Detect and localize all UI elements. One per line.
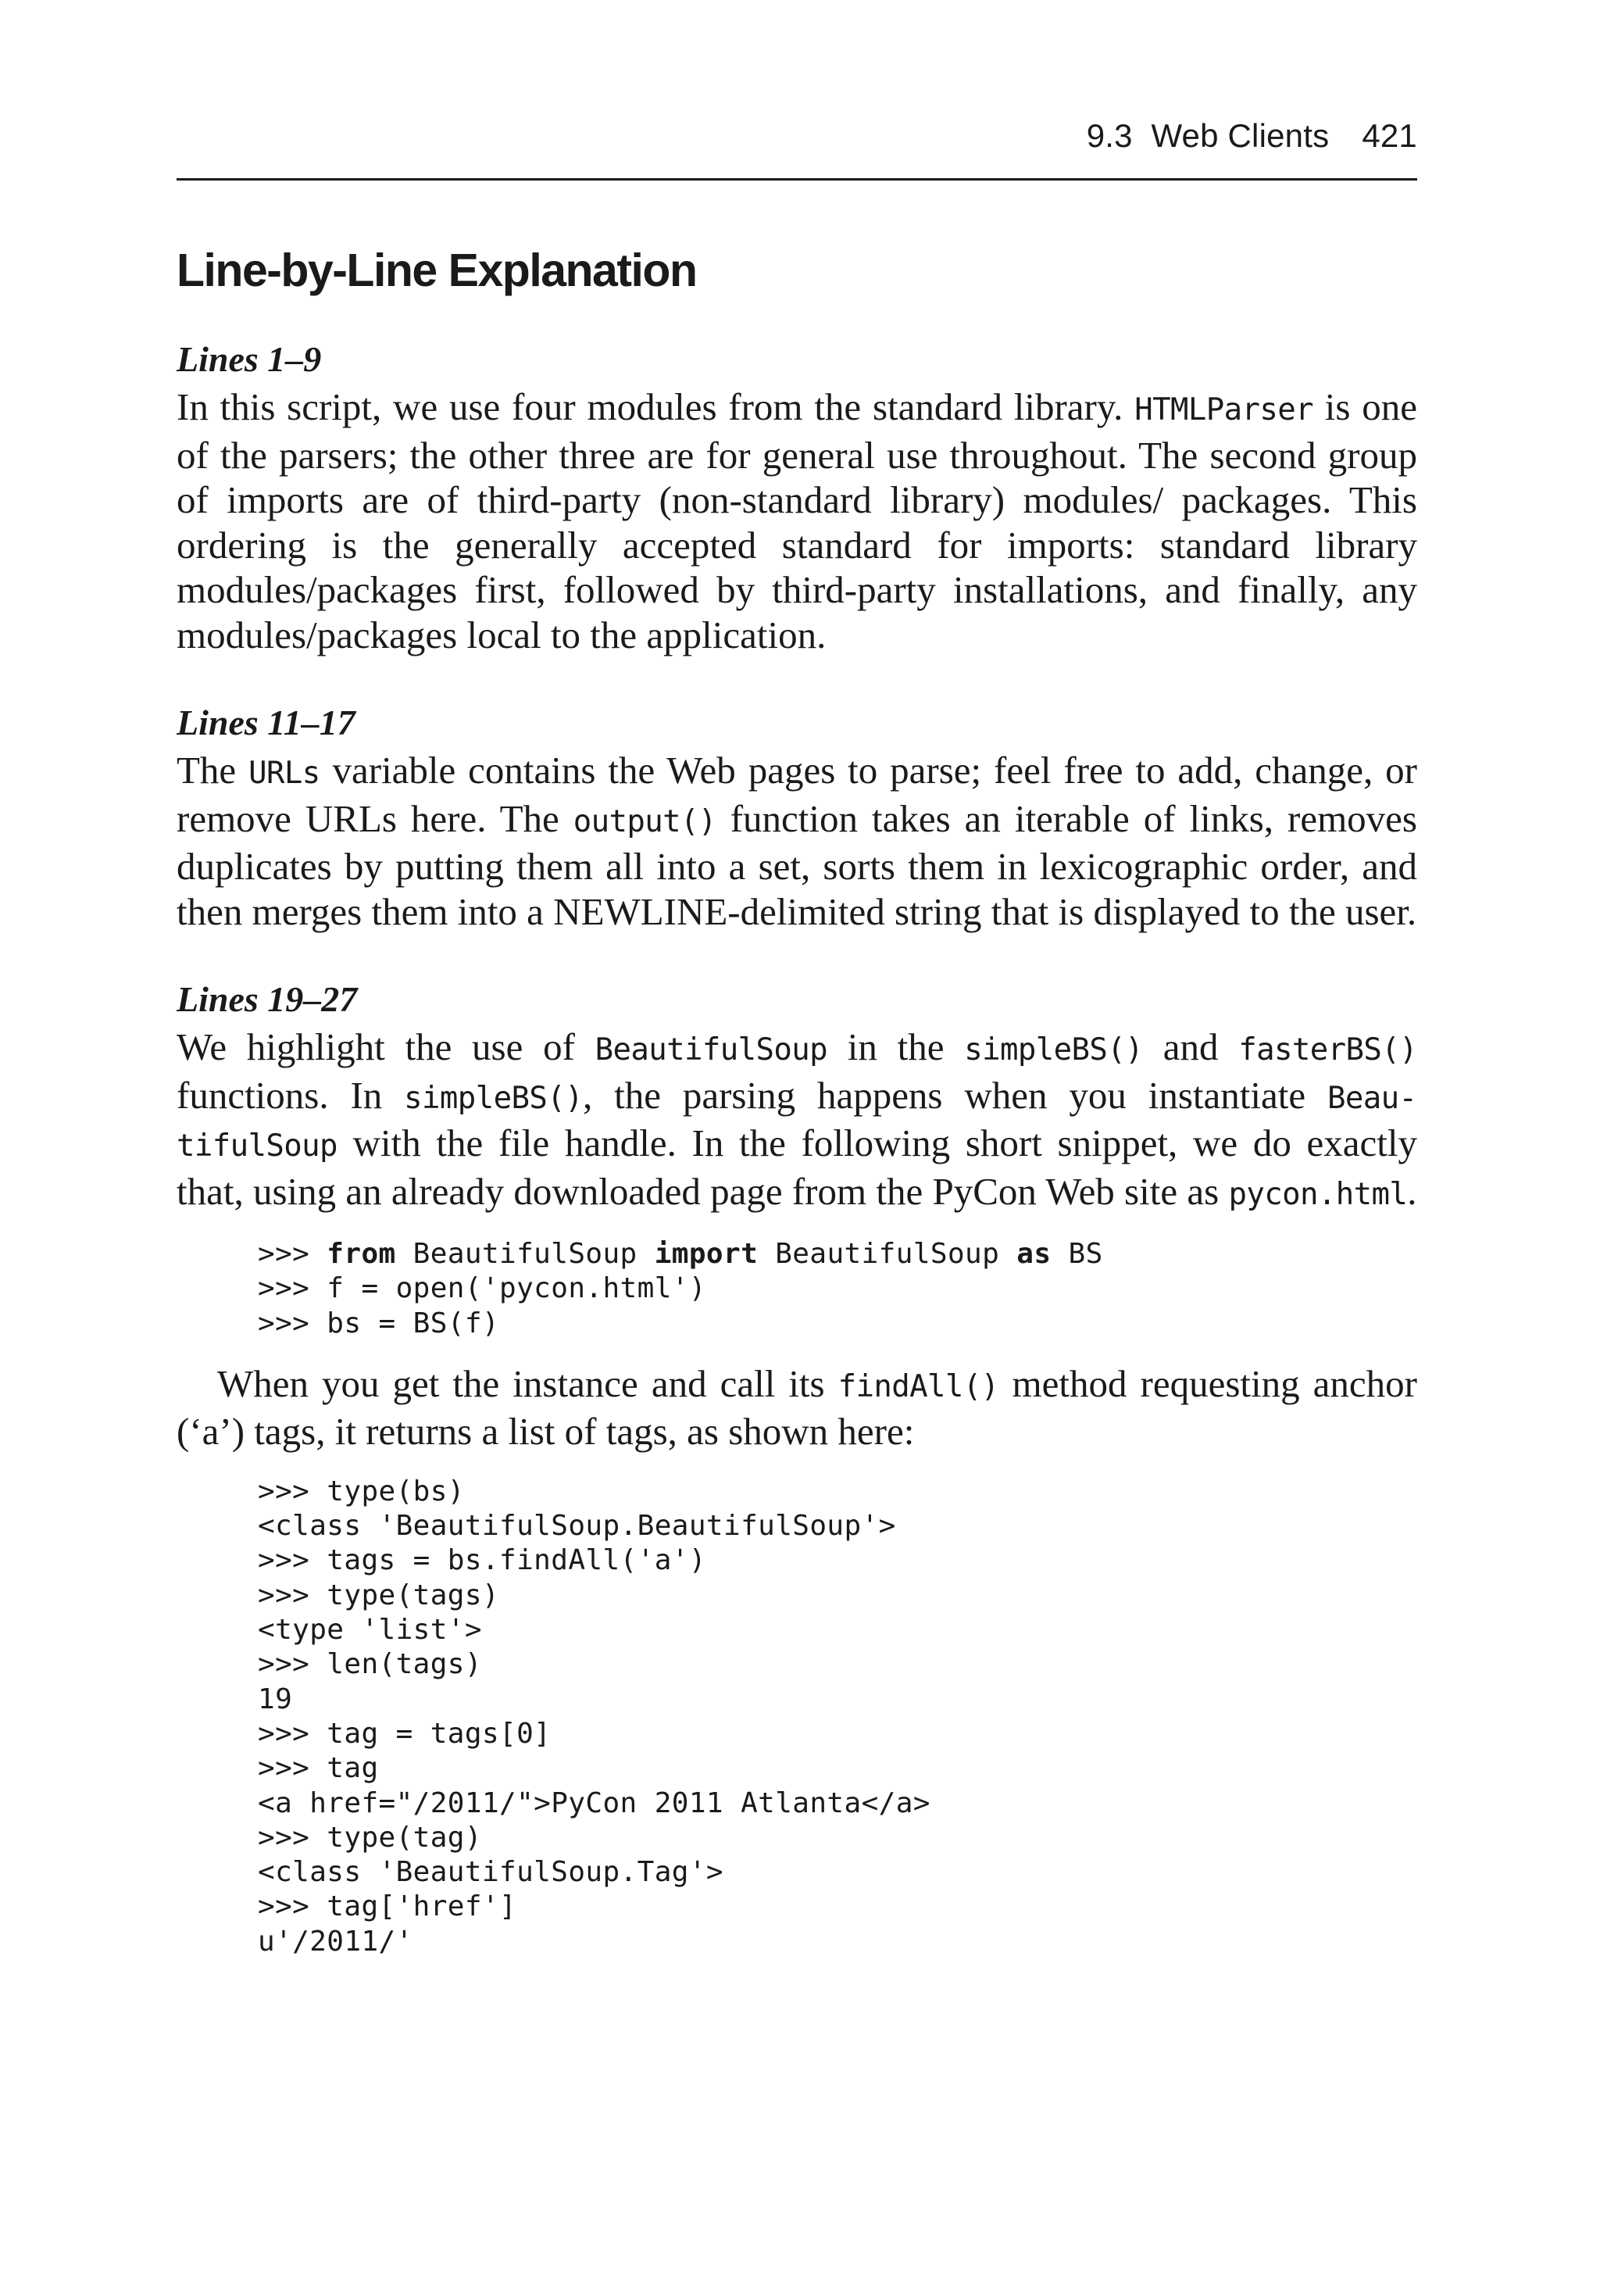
code-line: >>> type(bs) [258, 1475, 465, 1507]
subhead-lines-1-9: Lines 1–9 [177, 339, 322, 379]
paragraph-findall [177, 1361, 1417, 1454]
inline-code-simplebs: simpleBS() [964, 1032, 1143, 1068]
code-line: <class 'BeautifulSoup.BeautifulSoup'> [258, 1510, 896, 1543]
text-run: with the file handle. In the following short snippet, we do exactly that, using an already downloaded page from the PyCon Web site as [177, 1121, 1417, 1213]
spacer [177, 934, 1417, 976]
code-line: >>> f = open('pycon.html') [258, 1272, 706, 1305]
code-line: >>> tag['href'] [258, 1890, 517, 1923]
code-line: <type 'list'> [258, 1614, 482, 1647]
spacer [177, 1217, 1417, 1237]
code-line: >>> type(tags) [258, 1579, 500, 1611]
page-number: 421 [1362, 117, 1417, 154]
text-run: The [177, 749, 249, 792]
code-line: >>> type(tag) [258, 1821, 482, 1854]
text-run: In this script, we use four modules from the standard library. [177, 385, 1135, 428]
inline-code-findall: findAll() [838, 1368, 999, 1404]
code-keyword: import [654, 1238, 759, 1270]
text-run: and [1143, 1025, 1239, 1068]
code-snippet-tags [258, 1475, 1417, 1959]
code-line: >>> tags = bs.findAll('a') [258, 1544, 706, 1577]
code-line: 19 [258, 1683, 293, 1715]
paragraph-lines-19-27 [177, 1025, 1417, 1217]
text-run: functions. In [177, 1073, 405, 1117]
code-line: <class 'BeautifulSoup.Tag'> [258, 1856, 723, 1889]
text-run: When you get the instance and call its [217, 1361, 838, 1405]
code-text: >>> [258, 1238, 327, 1270]
running-head [1087, 117, 1417, 155]
code-line: >>> tag = tags[0] [258, 1717, 552, 1750]
text-run: . [1407, 1169, 1417, 1213]
text-run: in the [827, 1025, 965, 1068]
code-line: >>> tag [258, 1752, 379, 1785]
text-run: , the parsing happens when you instantiate [582, 1073, 1327, 1117]
paragraph-lines-11-17 [177, 748, 1417, 934]
paragraph-lines-1-9 [177, 384, 1417, 657]
subhead-lines-19-27: Lines 19–27 [177, 979, 358, 1019]
inline-code-pycon-html: pycon.html [1228, 1176, 1408, 1212]
running-head-section: 9.3 Web Clients [1086, 117, 1330, 154]
code-text: BeautifulSoup [395, 1238, 655, 1270]
text-run: We highlight the use of [177, 1025, 595, 1068]
inline-code-output: output() [573, 803, 716, 839]
code-keyword: as [1016, 1238, 1052, 1270]
code-line: <a href="/2011/">PyCon 2011 Atlanta</a> [258, 1786, 930, 1819]
text-run: variable contains the Web pages to parse; feel free to add, change, or remove URLs here. The [177, 749, 1417, 840]
code-text: BS [1051, 1238, 1103, 1270]
section-title: Line-by-Line Explanation [177, 245, 697, 296]
inline-code-fasterbs: fasterBS() [1238, 1032, 1417, 1068]
subhead-lines-11-17: Lines 11–17 [177, 703, 355, 742]
code-line [258, 1237, 1417, 1271]
inline-code-htmlparser: HTMLParser [1134, 392, 1313, 427]
inline-code-beautifulsoup: BeautifulSoup [177, 1080, 1417, 1164]
code-text: BeautifulSoup [758, 1238, 1017, 1270]
body-text [177, 336, 1417, 1959]
inline-code-beautifulsoup: BeautifulSoup [595, 1032, 828, 1068]
code-line: u'/2011/' [258, 1925, 413, 1958]
inline-code-urls: URLs [248, 756, 320, 791]
spacer [177, 1454, 1417, 1475]
header-rule [177, 178, 1417, 181]
code-snippet-import [258, 1237, 1417, 1341]
inline-code-simplebs: simpleBS() [404, 1080, 583, 1116]
code-line: >>> len(tags) [258, 1648, 482, 1681]
text-run: function takes an iterable of links, removes duplicates by putting them all into a set, sorts them in lexicographic order, and then merges them into a NEWLINE-delimited string that is displayed to the user. [177, 796, 1417, 933]
text-run: method requesting anchor (‘a’) tags, it returns a list of tags, as shown here: [177, 1361, 1417, 1454]
spacer [177, 657, 1417, 699]
code-line: >>> bs = BS(f) [258, 1307, 500, 1339]
spacer [177, 1341, 1417, 1361]
code-keyword: from [327, 1238, 396, 1270]
text-run: is one of the parsers; the other three are for general use throughout. The second group of imports are of third-party (non-standard library) modules/ packages. This ordering is the generally accepted standard for imports: standard library modules/packages first, followed by third-party installations, and finally, any modules/packages local to the application. [177, 385, 1417, 656]
